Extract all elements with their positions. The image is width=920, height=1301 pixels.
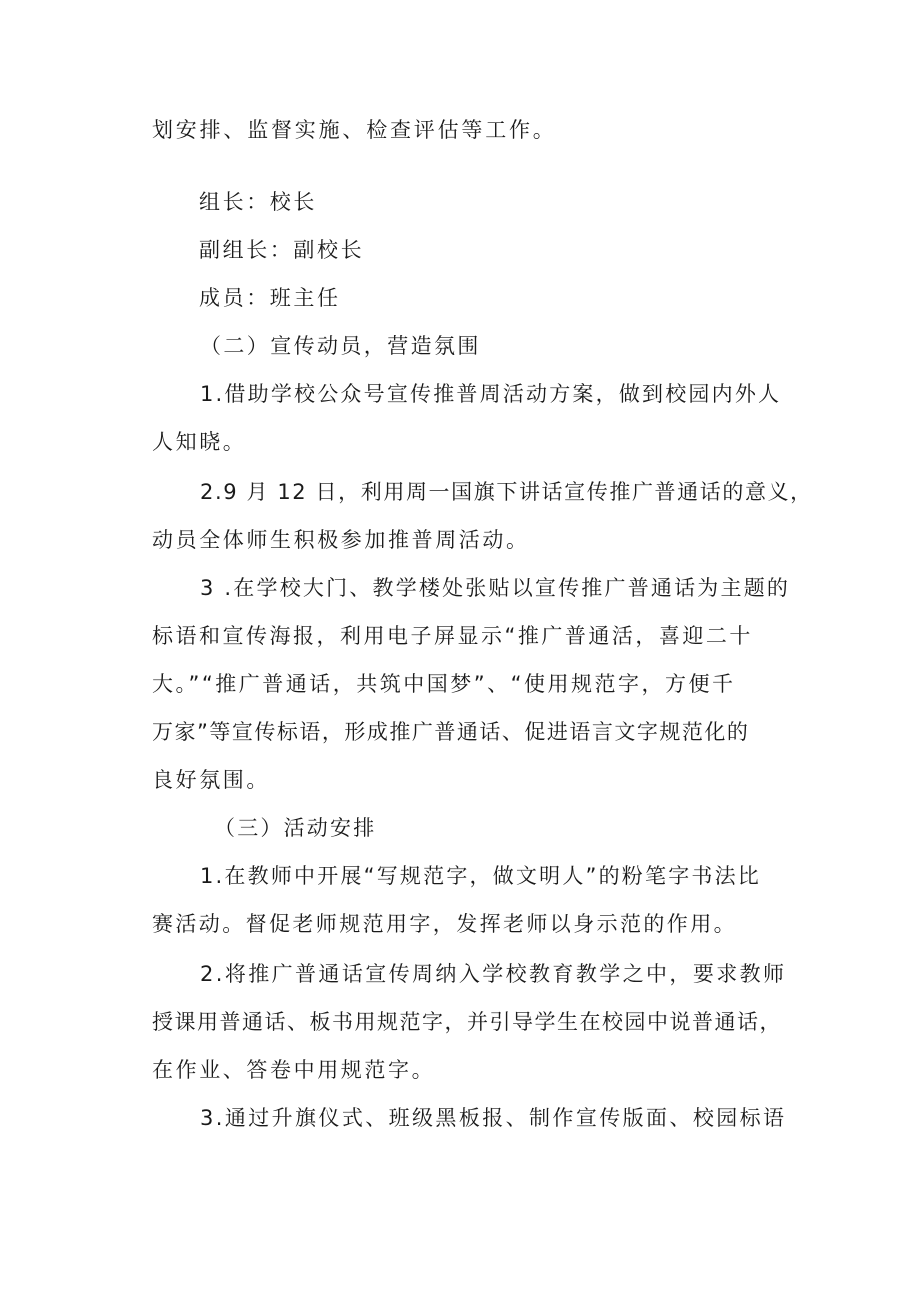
text-line-20: 在作业、答卷中用规范字。 bbox=[152, 1058, 436, 1082]
text-line-3: 副组长：副校长 bbox=[199, 238, 365, 262]
text-line-2: 组长：校长 bbox=[199, 190, 317, 214]
text-line-17: 赛活动。督促老师规范用字，发挥老师以身示范的作用。 bbox=[152, 912, 737, 936]
text-line-18: 2.将推广普通话宣传周纳入学校教育教学之中，要求教师 bbox=[200, 962, 787, 986]
text-line-19: 授课用普通话、板书用规范字，并引导学生在校园中说普通话， bbox=[152, 1010, 782, 1034]
text-line-1: 划安排、监督实施、检查评估等工作。 bbox=[152, 118, 557, 142]
text-line-11: 标语和宣传海报，利用电子屏显示“推广普通活，喜迎二十 bbox=[152, 624, 753, 648]
section-heading-2: （二）宣传动员，营造氛围 bbox=[200, 334, 481, 358]
text-line-14: 良好氛围。 bbox=[152, 768, 270, 792]
text-line-4: 成员：班主任 bbox=[199, 286, 341, 310]
text-line-13: 万家”等宣传标语，形成推广普通话、促进语言文字规范化的 bbox=[152, 720, 750, 744]
text-line-21: 3.通过升旗仪式、班级黑板报、制作宣传版面、校园标语 bbox=[200, 1106, 787, 1130]
text-line-7: 人知晓。 bbox=[152, 430, 247, 454]
text-line-12: 大。”“推广普通话，共筑中国梦”、“使用规范字，方便千 bbox=[152, 672, 736, 696]
text-line-9: 动员全体师生积极参加推普周活动。 bbox=[152, 528, 530, 552]
text-line-6: 1.借助学校公众号宣传推普周活动方案，做到校园内外人 bbox=[200, 382, 782, 406]
text-line-16: 1.在教师中开展“写规范字，做文明人”的粉笔字书法比 bbox=[200, 864, 761, 888]
text-line-10: 3 .在学校大门、教学楼处张贴以宣传推广普通话为主题的 bbox=[200, 576, 791, 600]
text-line-8: 2.9 月 12 日，利用周一国旗下讲话宣传推广普通话的意义， bbox=[200, 480, 813, 504]
section-heading-3: （三）活动安排 bbox=[214, 816, 377, 840]
